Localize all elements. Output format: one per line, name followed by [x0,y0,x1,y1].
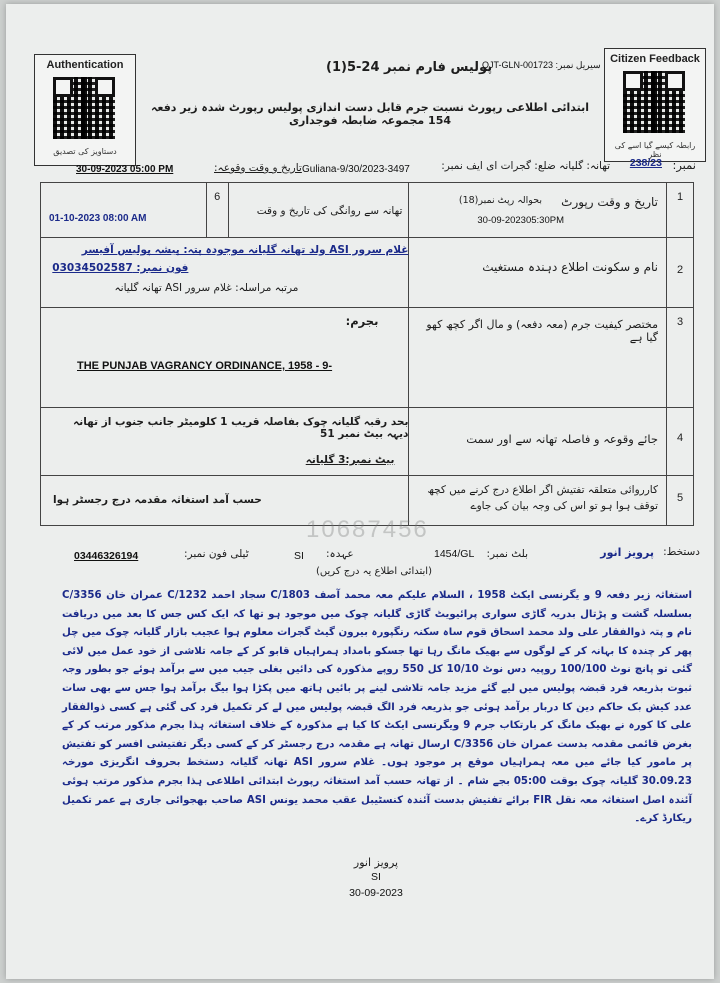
fir-meta-line [26,154,696,178]
fir-form-table [40,182,694,526]
row-number-2: 2 [667,238,694,308]
row-number-3: 3 [667,308,694,408]
offence-label: مختصر کیفیت جرم (معہ دفعہ) و مال اگر کچھ کھو گیا ہے [426,318,658,344]
officer-rank: SI [294,550,304,562]
citizen-feedback-title: Citizen Feedback [610,53,700,65]
fir-number-label: نمبر: [672,158,696,172]
report-datetime-cell [409,183,667,238]
signature-label: دستخط: [663,546,700,558]
row-number-6: 6 [206,183,228,238]
authentication-title: Authentication [46,59,124,71]
footer-officer-name: پرویز انور [353,856,399,869]
offence-prefix: بجرم: [345,314,379,328]
footer-signature [296,856,456,899]
officer-phone: 03446326194 [74,550,139,562]
place-details-cell [41,408,409,476]
offence-label-cell [409,308,667,408]
form-row-4 [41,408,694,476]
informant-label: نام و سکونت اطلاع دہندہ مستغیث [482,260,658,274]
departure-datetime-cell [41,183,207,238]
citizen-feedback-box [604,48,706,162]
belt-number: 1454/GL [434,548,475,560]
row-number-4: 4 [667,408,694,476]
citizen-feedback-caption: رابطہ کیسے گیا اسے کی نظر [614,141,696,159]
place-label-cell [409,408,667,476]
departure-label: تھانہ سے روانگی کی تاریخ و وقت [256,205,403,217]
form-row-3 [41,308,694,408]
section-title: (ابتدائی اطلاع یہ درج کریں) [316,566,432,577]
footer-rank: SI [371,871,381,883]
report-datetime-value: 30-09-202305:30PM [477,215,564,226]
informant-label-cell [409,238,667,308]
phone-label: ٹیلی فون نمبر: [184,548,249,560]
row-number-5: 5 [667,476,694,526]
authentication-box [34,54,136,166]
action-label-cell [409,476,667,526]
footer-date: 30-09-2023 [349,887,403,899]
place-label: جائے وقوعہ و فاصلہ تھانہ سے اور سمت [466,432,658,446]
informant-line-1: غلام سرور ASI ولد تھانہ گلیانہ موجودہ پتہ: پیشہ پولیس آفیسر [81,244,409,256]
complaint-narrative: استغاثہ زیر دفعہ 9 و یگرنسی ایکٹ 1958 ، السلام علیکم معہ محمد آصف 1803/C سجاد احمد 1232/C عمران خان 3356/C بسلسلہ گشت و پڑتال بدریہ گاڑی سواری پرائیویٹ گاڑی گلیانہ چوک میں موجود ہو تھا کہ ایک کس جس کا بعد میں دریافت نام و پتہ ذوالفقار علی ولد محمد اسحاق قوم ساہ سکنہ رنگپورہ بیرون گیٹ گجرات معلوم ہوا عجیب بازار گلیانہ چوک میں چل پھر کر چندہ کا بہانہ کر کے لوگوں سے بھیک مانگ رہا تھا جسکو بامداد ہمراہیاں قابو کر کے جامہ تلاشی از خود عمل میں لائی گئی تو پانچ نوٹ 100/100 روپیہ دس نوٹ 10/10 کل 550 روپے مذکورہ کی دائیں بغلی جیب میں سے برآمد ہوئے جو بطور وجہ ثبوت بذریعہ فرد قبضہ پولیس میں لیے گئے مزید جامہ تلاشی لینے پر بائیں ہاتھ میں پکڑا ہوا بیگ برآمد ہوا جس سے بھی سات عدد کیش بک حاکم دین کا دربار برآمد ہوئی جو بذریعہ فرد الگ قبضہ پولیس میں لے کر تکمیل فرد کی گئی ہے کسی ذوالفقار علی کا کورہ نے بھیک مانگ کر بارتکاب جرم 9 ویگرنسی ایکٹ کا کیا ہے مذکورہ کے خلاف استغاثہ ہذا بجرم مذکور مرتب کر کے بغرض قائمی مقدمہ بدست عمران خان 3356/C ارسال تھانہ ہے مقدمہ درج رجسٹر کر کے کسی دیگر تفتیشی افسر کو تفتیش پر مامور کیا جائے میں معہ ہمراہیاں موقع پر موجود ہوں۔ غلام سرور ASI تھانہ گلیانہ دستخط بحروف انگریزی مورخہ 30.09.23 گلیانہ چوک بوقت 05:00 بجے شام ۔ از تھانہ حسب آمد استغاثہ رپورٹ ابتدائی اطلاعی ہذا بجرم مذکور مرتب ہوئی آئندہ اصل استغاثہ معہ نقل FIR برائے تفتیش بدست آئندہ کنسٹیبل عقب محمد یونس ASI صاحب بھجوائی جاری ہے عمر تکمیل ریکارڈ کرے۔ [62,590,692,825]
informant-prepared-by: مرتبہ مراسلہ: غلام سرور ASI تھانہ گلیانہ [114,282,299,294]
document-title: ابتدائی اطلاعی رپورٹ نسبت جرم قابل دست اندازی پولیس رپورٹ شدہ زیر دفعہ 154 مجموعہ ضابطہ فوجداری [150,101,590,127]
fir-document [6,4,714,979]
informant-details-cell [41,238,409,308]
place-of-occurrence: بحد رقبہ گلیانہ چوک بفاصلہ قریب 1 کلومیٹر جانب جنوب از تھانہ دیہہ بیٹ نمبر 51 [73,416,409,440]
occurrence-label: تاریخ و وقت وقوعہ: [214,162,302,174]
efir-number: Guliana-9/30/2023-3497 [302,164,410,175]
departure-datetime: 01-10-2023 08:00 AM [49,213,147,224]
beat-number: بیٹ نمبر:3 گلیانہ [305,454,395,466]
occurrence-datetime: 30-09-2023 05:00 PM [76,164,174,175]
rank-label: عہدہ: [326,548,354,560]
informant-phone: فون نمبر: 03034502587 [52,262,189,274]
action-label: کارروائی متعلقہ تفتیش اگر اطلاع درج کرنے میں کچھ توقف ہوا ہو تو اس کی وجہ بیان کی جاوے [427,484,658,512]
station-district: تھانہ: گلیانہ ضلع: گجرات ای ایف نمبر: [441,160,610,172]
report-ref: بحوالہ رپٹ نمبر(18) [458,195,542,206]
citizen-feedback-qr-code [623,71,685,133]
form-row-1 [41,183,694,238]
officer-name: پرویز انور [600,546,654,559]
watermark-number: 10687456 [306,516,429,543]
signoff-line [26,542,700,586]
authentication-qr-code [53,77,115,139]
offence-law: THE PUNJAB VAGRANCY ORDINANCE, 1958 - 9- [77,360,333,372]
action-taken: حسب آمد استغاثہ مقدمہ درج رجسٹر ہوا [53,494,262,506]
fir-number: 238/23 [629,157,662,169]
serial-number: QJT-GLN-001723 :سیریل نمبر [482,60,601,70]
belt-label: بلٹ نمبر: [486,548,528,560]
police-form-number: پولیس فارم نمبر 24-5(1) [326,60,493,75]
row-number-1: 1 [667,183,694,238]
authentication-caption: دستاویز کی تصدیق [53,147,117,156]
form-row-2 [41,238,694,308]
departure-label-cell [228,183,409,238]
report-datetime-label: تاریخ و وقت رپورٹ [561,195,658,209]
offence-details-cell [41,308,409,408]
